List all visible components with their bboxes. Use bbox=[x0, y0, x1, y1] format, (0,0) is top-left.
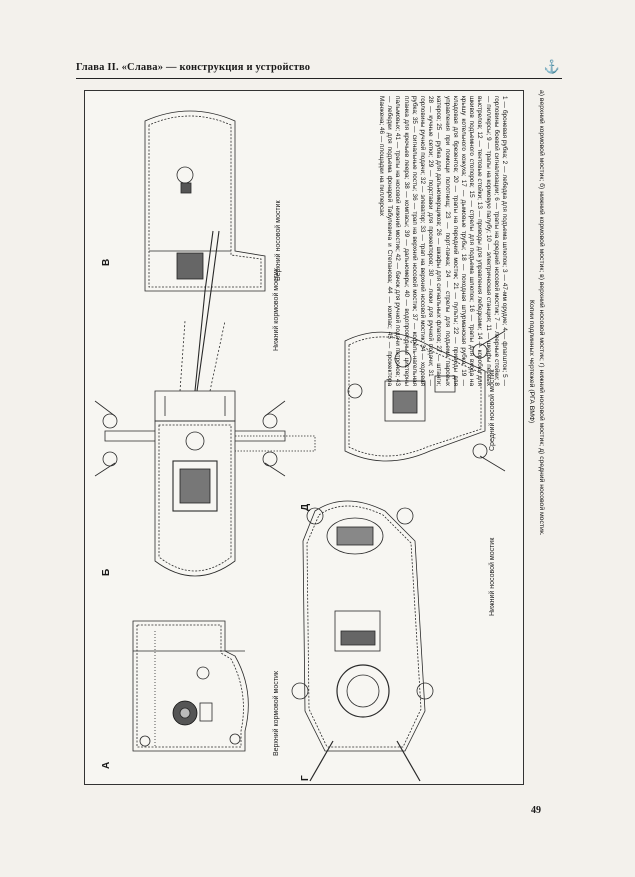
anchor-icon: ⚓ bbox=[543, 59, 560, 74]
drawing-lower-forward-bridge bbox=[292, 501, 433, 781]
panel-letter-a: А bbox=[101, 761, 112, 769]
page-number: 49 bbox=[531, 805, 541, 816]
legend: 1 — броневая рубка; 2 — лебедка для подъема шлюпок; 3 — 47-мм орудие; 4 — флагшток; 5 — горловины боевой сигнализации; 6 — трапы на средний носовой мостик; 7 — леерные стойки; 8 — пиллерсы; 9 — трапы на кормовую палубу; 10 — электрическая станция; 11 — шкафы первых выстрелов; 12 — тентовые стойки; 13 — приводы для управления лебедками; 14 — коробки для шкивов подъемного стопоров; 15 — стрелы для подъема шлюпок; 16 — трапы для входа на крышу котельного кожуха; 17 — дымовые трубы; 18 — походная штурманская рубка; 19 — кладовая для брезентов; 20 — трапы на передний мостик; 21 — пульты; 22 — приводы для управления при помощи полотнищ; 23 — порт-пачка; 24 — стрелы для подъема паровых катеров; 25 — рубка для дальномерщиков; 26 — шкафы для сигнальных флагов; 27 — штанги; 28 — кучные сетки; 29 — подставки для прожекторов; 30 — люки для ручной подачи; 31 — горловины ручной подачи; 32 — элеватор; 33 — трап на верхний носовой мостик; 34 — ходовая рубка; 35 — сигнальные посты; 36 — трап на верхний носовой мостик; 37 — кофель-нагельная планка для крючьев леера; 38 — компасы; 39 — дальномеры; 40 — водопроводные цистерны пальмовых; 41 — трапы на носовой нижний мостик; 42 — бачок для ручной подачи патронов; 43 — лебедки для подъема фонарей Табулевича и Степанова; 44 — компас; 45 — прожектора Манжена; 46 — площадки на пиллерсах bbox=[377, 96, 508, 386]
running-header bbox=[76, 56, 562, 79]
label-upper-aft-bridge: Верхний кормовой мостик bbox=[273, 671, 280, 756]
drawing-lower-aft-bridge bbox=[95, 231, 315, 576]
drawing-upper-aft-bridge bbox=[133, 621, 248, 751]
label-lower-aft-bridge: Нижний кормовой мостик bbox=[273, 268, 280, 351]
drawing-upper-forward-bridge bbox=[145, 111, 265, 291]
label-middle-forward-bridge: Средний носовой мостик bbox=[489, 369, 496, 451]
label-upper-forward-bridge: Верхний носовой мостик bbox=[275, 200, 282, 281]
panel-letter-v: В bbox=[101, 258, 112, 266]
panel-letter-g: Г bbox=[300, 775, 311, 781]
label-lower-forward-bridge: Нижний носовой мостик bbox=[489, 537, 496, 616]
panel-letter-d: Д bbox=[300, 503, 311, 511]
panel-letter-b: Б bbox=[101, 568, 112, 576]
figure-source: Копии подлинных чертежей (РГА ВМФ) bbox=[528, 300, 535, 424]
chapter-title: Глава II. «Слава» — конструкция и устройство bbox=[76, 62, 311, 73]
figure-caption: а) верхний кормовой мостик; б) нижний кормовой мостик; в) верхний носовой мостик; г) нижний носовой мостик; д) средний носовой мостик. bbox=[538, 90, 545, 536]
